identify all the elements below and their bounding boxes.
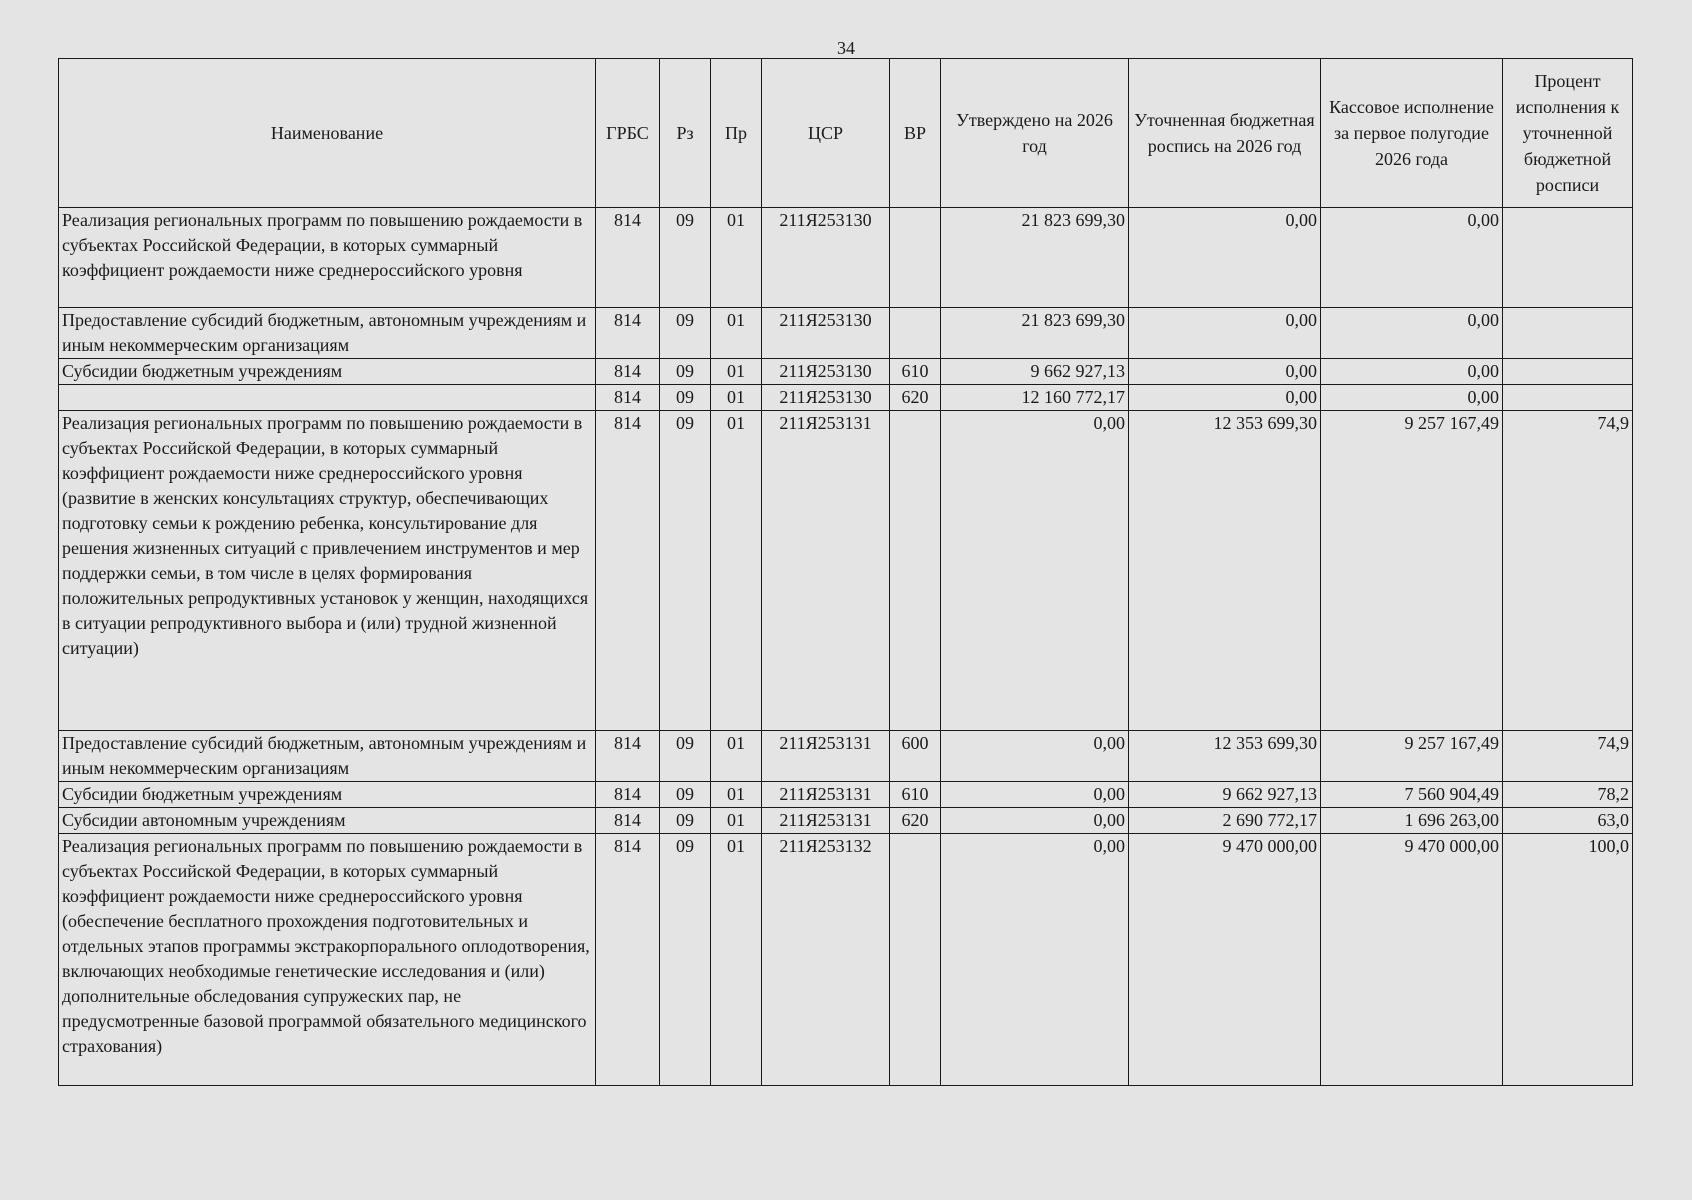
row-cash: 0,00: [1321, 208, 1503, 308]
row-approved: 0,00: [941, 411, 1129, 731]
row-refined: 0,00: [1129, 208, 1321, 308]
row-approved: 12 160 772,17: [941, 385, 1129, 411]
row-cash: 0,00: [1321, 308, 1503, 359]
row-csr: 211Я253132: [762, 834, 890, 1086]
row-csr: 211Я253130: [762, 208, 890, 308]
page-number: 34: [837, 38, 855, 58]
row-refined: 9 662 927,13: [1129, 782, 1321, 808]
table-row: [59, 834, 1633, 1086]
row-csr: 211Я253130: [762, 385, 890, 411]
row-name: Субсидии бюджетным учреждениям: [59, 782, 596, 808]
row-vr: 620: [890, 385, 941, 411]
row-cash: 9 470 000,00: [1321, 834, 1503, 1086]
row-rz: 09: [660, 308, 711, 359]
row-approved: 0,00: [941, 782, 1129, 808]
header-rz: Рз: [660, 59, 711, 208]
row-rz: 09: [660, 359, 711, 385]
row-grbs: 814: [596, 411, 660, 731]
row-grbs: 814: [596, 782, 660, 808]
row-approved: 0,00: [941, 834, 1129, 1086]
table-row: [59, 782, 1633, 808]
row-grbs: 814: [596, 208, 660, 308]
row-approved: 0,00: [941, 731, 1129, 782]
row-csr: 211Я253131: [762, 808, 890, 834]
row-refined: 12 353 699,30: [1129, 411, 1321, 731]
row-grbs: 814: [596, 359, 660, 385]
header-grbs: ГРБС: [596, 59, 660, 208]
header-refined: Уточненная бюджетная роспись на 2026 год: [1129, 59, 1321, 208]
row-name: [59, 385, 596, 411]
row-name: Предоставление субсидий бюджетным, автономным учреждениям и иным некоммерческим организациям: [59, 731, 596, 782]
header-cash: Кассовое исполнение за первое полугодие 2026 года: [1321, 59, 1503, 208]
row-refined: 0,00: [1129, 359, 1321, 385]
row-percent: 100,0: [1503, 834, 1633, 1086]
table-row: [59, 208, 1633, 308]
header-csr: ЦСР: [762, 59, 890, 208]
row-vr: 610: [890, 359, 941, 385]
header-vr: ВР: [890, 59, 941, 208]
row-refined: 0,00: [1129, 308, 1321, 359]
header-percent: Процент исполнения к уточненной бюджетной росписи: [1503, 59, 1633, 208]
row-vr: [890, 834, 941, 1086]
row-approved: 9 662 927,13: [941, 359, 1129, 385]
row-percent: 74,9: [1503, 411, 1633, 731]
row-cash: 9 257 167,49: [1321, 731, 1503, 782]
header-name: Наименование: [59, 59, 596, 208]
row-percent: 63,0: [1503, 808, 1633, 834]
table-row: [59, 308, 1633, 359]
row-pr: 01: [711, 359, 762, 385]
row-cash: 9 257 167,49: [1321, 411, 1503, 731]
row-pr: 01: [711, 385, 762, 411]
row-name: Субсидии бюджетным учреждениям: [59, 359, 596, 385]
row-vr: 620: [890, 808, 941, 834]
row-percent: [1503, 208, 1633, 308]
table-row: [59, 359, 1633, 385]
row-rz: 09: [660, 731, 711, 782]
table-row: [59, 731, 1633, 782]
row-percent: [1503, 385, 1633, 411]
row-percent: 74,9: [1503, 731, 1633, 782]
row-rz: 09: [660, 385, 711, 411]
header-row: [59, 59, 1633, 208]
row-csr: 211Я253130: [762, 359, 890, 385]
row-percent: 78,2: [1503, 782, 1633, 808]
row-refined: 9 470 000,00: [1129, 834, 1321, 1086]
row-grbs: 814: [596, 834, 660, 1086]
row-vr: 600: [890, 731, 941, 782]
row-vr: [890, 308, 941, 359]
header-approved: Утверждено на 2026 год: [941, 59, 1129, 208]
row-grbs: 814: [596, 385, 660, 411]
row-csr: 211Я253131: [762, 411, 890, 731]
row-approved: 21 823 699,30: [941, 308, 1129, 359]
header-pr: Пр: [711, 59, 762, 208]
row-vr: [890, 208, 941, 308]
row-refined: 12 353 699,30: [1129, 731, 1321, 782]
row-grbs: 814: [596, 731, 660, 782]
row-csr: 211Я253131: [762, 782, 890, 808]
row-cash: 7 560 904,49: [1321, 782, 1503, 808]
row-rz: 09: [660, 782, 711, 808]
table-row: [59, 411, 1633, 731]
row-cash: 0,00: [1321, 385, 1503, 411]
budget-table: [58, 58, 1633, 1086]
row-name: Предоставление субсидий бюджетным, автономным учреждениям и иным некоммерческим организациям: [59, 308, 596, 359]
row-rz: 09: [660, 208, 711, 308]
row-pr: 01: [711, 808, 762, 834]
row-csr: 211Я253130: [762, 308, 890, 359]
row-pr: 01: [711, 782, 762, 808]
row-rz: 09: [660, 411, 711, 731]
row-rz: 09: [660, 834, 711, 1086]
row-vr: [890, 411, 941, 731]
row-grbs: 814: [596, 808, 660, 834]
row-approved: 21 823 699,30: [941, 208, 1129, 308]
row-cash: 1 696 263,00: [1321, 808, 1503, 834]
row-pr: 01: [711, 834, 762, 1086]
row-percent: [1503, 359, 1633, 385]
row-pr: 01: [711, 208, 762, 308]
row-grbs: 814: [596, 308, 660, 359]
row-pr: 01: [711, 411, 762, 731]
row-name: Субсидии автономным учреждениям: [59, 808, 596, 834]
row-rz: 09: [660, 808, 711, 834]
table-row: [59, 808, 1633, 834]
row-name: Реализация региональных программ по повышению рождаемости в субъектах Российской Федерации, в которых суммарный коэффициент рождаемости ниже среднероссийского уровня (обеспечение бесплатного прохождения подготовительных и отдельных этапов программы экстракорпорального оплодотворения, включающих необходимые генетические исследования и (или) дополнительные обследования супружеских пар, не предусмотренные базовой программой обязательного медицинского страхования): [59, 834, 596, 1086]
row-approved: 0,00: [941, 808, 1129, 834]
row-cash: 0,00: [1321, 359, 1503, 385]
row-refined: 2 690 772,17: [1129, 808, 1321, 834]
row-pr: 01: [711, 731, 762, 782]
row-refined: 0,00: [1129, 385, 1321, 411]
table-row: [59, 385, 1633, 411]
row-name: Реализация региональных программ по повышению рождаемости в субъектах Российской Федерации, в которых суммарный коэффициент рождаемости ниже среднероссийского уровня (развитие в женских консультациях структур, обеспечивающих подготовку семьи к рождению ребенка, консультирование для решения жизненных ситуаций с привлечением инструментов и мер поддержки семьи, в том числе в целях формирования положительных репродуктивных установок у женщин, находящихся в ситуации репродуктивного выбора и (или) трудной жизненной ситуации): [59, 411, 596, 731]
row-name: Реализация региональных программ по повышению рождаемости в субъектах Российской Федерации, в которых суммарный коэффициент рождаемости ниже среднероссийского уровня: [59, 208, 596, 308]
row-pr: 01: [711, 308, 762, 359]
row-vr: 610: [890, 782, 941, 808]
row-percent: [1503, 308, 1633, 359]
row-csr: 211Я253131: [762, 731, 890, 782]
